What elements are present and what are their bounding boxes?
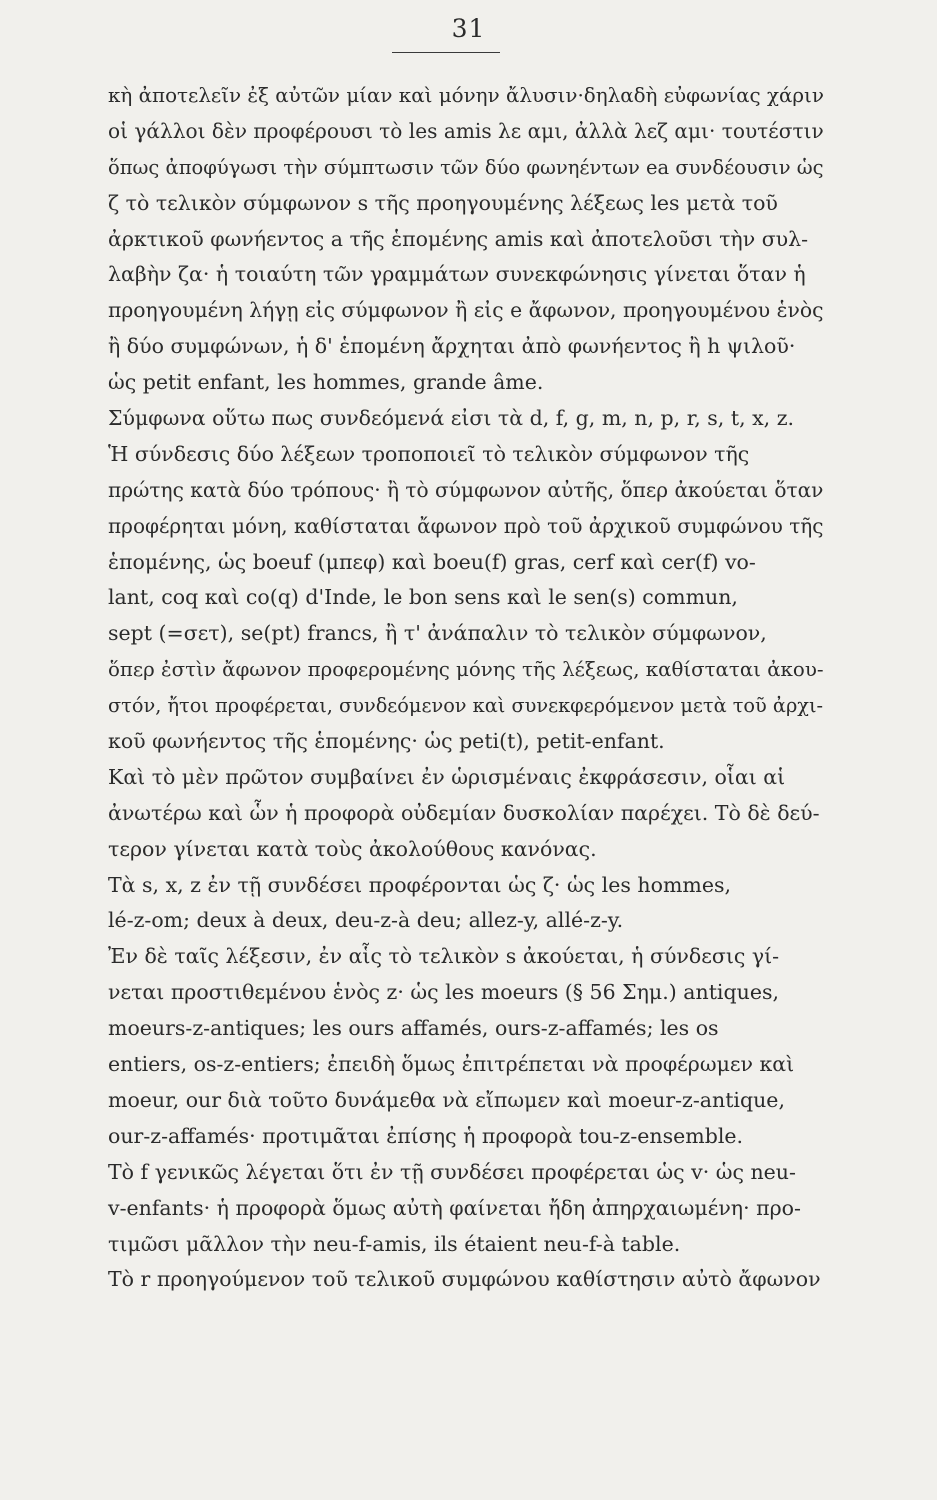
text-line: προφέρηται μόνη, καθίσταται ἄφωνον πρὸ τοῦ ἀρχικοῦ συμφώνου τῆς <box>108 513 824 538</box>
body-text <box>108 78 824 1298</box>
text-line: προηγουμένη λήγῃ εἰς σύμφωνον ἢ εἰς e ἄφωνον, προηγουμένου ἑνὸς <box>108 298 824 323</box>
text-line: Καὶ τὸ μὲν πρῶτον συμβαίνει ἐν ὡρισμέναις ἐκφράσεσιν, οἷαι αἱ <box>108 764 786 789</box>
text-line: κοῦ φωνήεντος τῆς ἑπομένης· ὡς peti(t), petit-enfant. <box>108 729 665 754</box>
text-line: ὅπερ ἐστὶν ἄφωνον προφερομένης μόνης τῆς λέξεως, καθίσταται ἀκου- <box>108 658 824 682</box>
header-rule <box>392 52 500 53</box>
text-line: lant, coq καὶ co(q) d'Inde, le bon sens καὶ le sen(s) commun, <box>108 585 738 610</box>
text-line: Σύμφωνα οὕτω πως συνδεόμενά εἰσι τὰ d, f, g, m, n, p, r, s, t, x, z. <box>108 406 795 431</box>
text-line: v-enfants· ἡ προφορὰ ὅμως αὐτὴ φαίνεται ἤδη ἀπηρχαιωμένη· προ- <box>108 1195 801 1220</box>
text-line: ἀνωτέρω καὶ ὧν ἡ προφορὰ οὐδεμίαν δυσκολίαν παρέχει. Τὸ δὲ δεύ- <box>108 800 820 825</box>
text-line: Ἐν δὲ ταῖς λέξεσιν, ἐν αἷς τὸ τελικὸν s ἀκούεται, ἡ σύνδεσις γί- <box>108 944 780 969</box>
text-line: sept (=σετ), se(pt) francs, ἢ τ' ἀνάπαλιν τὸ τελικὸν σύμφωνον, <box>108 621 767 646</box>
text-line: τερον γίνεται κατὰ τοὺς ἀκολούθους κανόνας. <box>108 836 597 861</box>
text-line: lé-z-om; deux à deux, deu-z-à deu; allez-y, allé-z-y. <box>108 908 624 933</box>
text-line: Τὸ r προηγούμενον τοῦ τελικοῦ συμφώνου καθίστησιν αὐτὸ ἄφωνον <box>108 1267 821 1292</box>
text-line: πρώτης κατὰ δύο τρόπους· ἢ τὸ σύμφωνον αὐτῆς, ὅπερ ἀκούεται ὅταν <box>108 477 824 502</box>
text-line: ἑπομένης, ὡς boeuf (μπεφ) καὶ boeu(f) gras, cerf καὶ cer(f) vo- <box>108 549 756 574</box>
text-line: οἱ γάλλοι δὲν προφέρουσι τὸ les amis λε αμι, ἀλλὰ λεζ αμι· τουτέστιν <box>108 118 824 143</box>
text-line: moeur, our διὰ τοῦτο δυνάμεθα νὰ εἴπωμεν καὶ moeur-z-antique, <box>108 1087 785 1112</box>
text-line: ζ τὸ τελικὸν σύμφωνον s τῆς προηγουμένης λέξεως les μετὰ τοῦ <box>108 190 778 215</box>
text-line: ὡς petit enfant, les hommes, grande âme. <box>108 370 544 395</box>
text-line: moeurs-z-antiques; les ours affamés, ours-z-affamés; les os <box>108 1016 719 1041</box>
text-line: ἀρκτικοῦ φωνήεντος a τῆς ἑπομένης amis καὶ ἀποτελοῦσι τὴν συλ- <box>108 226 809 251</box>
text-line: ὅπως ἀποφύγωσι τὴν σύμπτωσιν τῶν δύο φωνηέντων ea συνδέουσιν ὡς <box>108 155 824 179</box>
text-line: τιμῶσι μᾶλλον τὴν neu-f-amis, ils étaient neu-f-à table. <box>108 1231 681 1256</box>
text-line: λαβὴν ζα· ἡ τοιαύτη τῶν γραμμάτων συνεκφώνησις γίνεται ὅταν ἡ <box>108 262 806 287</box>
text-line: Ἡ σύνδεσις δύο λέξεων τροποποιεῖ τὸ τελικὸν σύμφωνον τῆς <box>108 441 750 466</box>
text-line: ἢ δύο συμφώνων, ἡ δ' ἑπομένη ἄρχηται ἀπὸ φωνήεντος ἢ h ψιλοῦ· <box>108 334 796 359</box>
text-line: στόν, ἤτοι προφέρεται, συνδεόμενον καὶ συνεκφερόμενον μετὰ τοῦ ἀρχι- <box>108 694 824 718</box>
page-number: 31 <box>451 14 486 43</box>
text-line: κὴ ἀποτελεῖν ἐξ αὐτῶν μίαν καὶ μόνην ἄλυσιν·δηλαδὴ εὐφωνίας χάριν <box>108 84 824 107</box>
text-line: entiers, os-z-entiers; ἐπειδὴ ὅμως ἐπιτρέπεται νὰ προφέρωμεν καὶ <box>108 1052 795 1077</box>
text-line: our-z-affamés· προτιμᾶται ἐπίσης ἡ προφορὰ tou-z-ensemble. <box>108 1123 744 1148</box>
text-line: νεται προστιθεμένου ἑνὸς z· ὡς les moeurs (§ 56 Σημ.) antiques, <box>108 980 779 1005</box>
text-line: Τὰ s, x, z ἐν τῇ συνδέσει προφέρονται ὡς ζ· ὡς les hommes, <box>108 872 731 897</box>
text-line: Τὸ f γενικῶς λέγεται ὅτι ἐν τῇ συνδέσει προφέρεται ὡς v· ὡς neu- <box>108 1159 796 1184</box>
